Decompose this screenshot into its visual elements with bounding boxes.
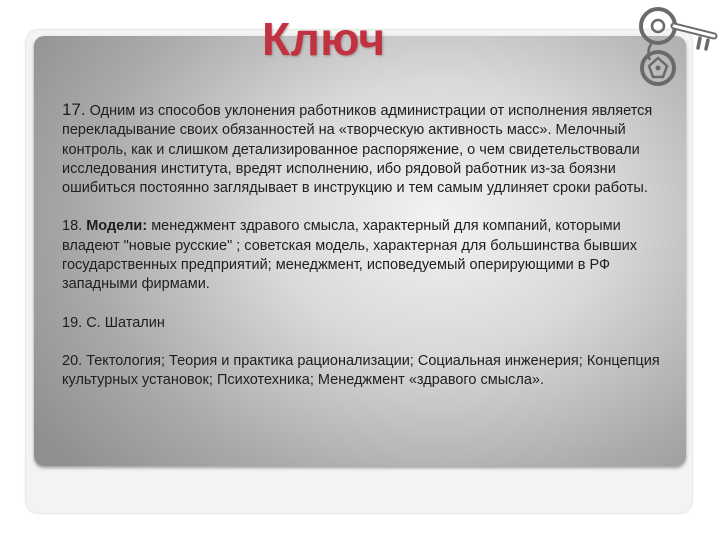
slide-text-body — [62, 100, 662, 410]
paragraph-17 — [62, 100, 662, 198]
paragraph-19 — [62, 314, 662, 333]
paragraph-label: Модели: — [86, 218, 148, 235]
slide-title: Ключ — [262, 13, 386, 65]
paragraph-18 — [62, 217, 662, 294]
paragraph-text: Тектология; Теория и практика рационализации; Социальная инженерия; Концепция культурных установок; Психотехника; Менеджмент «здравого смысла». — [62, 352, 660, 389]
paragraph-number: 20. — [62, 352, 83, 369]
paragraph-number: 18. — [62, 218, 83, 235]
key-with-lock-icon — [628, 0, 720, 100]
paragraph-text: Одним из способов уклонения работников администрации от исполнения является перекладывание своих обязанностей на «творческую активность масс». Мелочный контроль, как и слишком детализированное распоряжение, о чем свидетельствовали исследования института, вредят исполнению, ибо рядовой работник из-за боязни ошибиться постоянно заглядывает в инструкцию и тем самым удлиняет сроки работы. — [62, 103, 653, 197]
paragraph-text: С. Шаталин — [86, 314, 165, 331]
paragraph-number: 17. — [62, 100, 86, 119]
paragraph-20 — [62, 352, 662, 391]
paragraph-text: менеджмент здравого смысла, характерный для компаний, которыми владеют "новые русские" ; советская модель, характерная для большинства бывших государственных предприятий; менеджмент, исповедуемый оперирующими в РФ западными фирмами. — [62, 218, 637, 293]
paragraph-number: 19. — [62, 314, 83, 331]
